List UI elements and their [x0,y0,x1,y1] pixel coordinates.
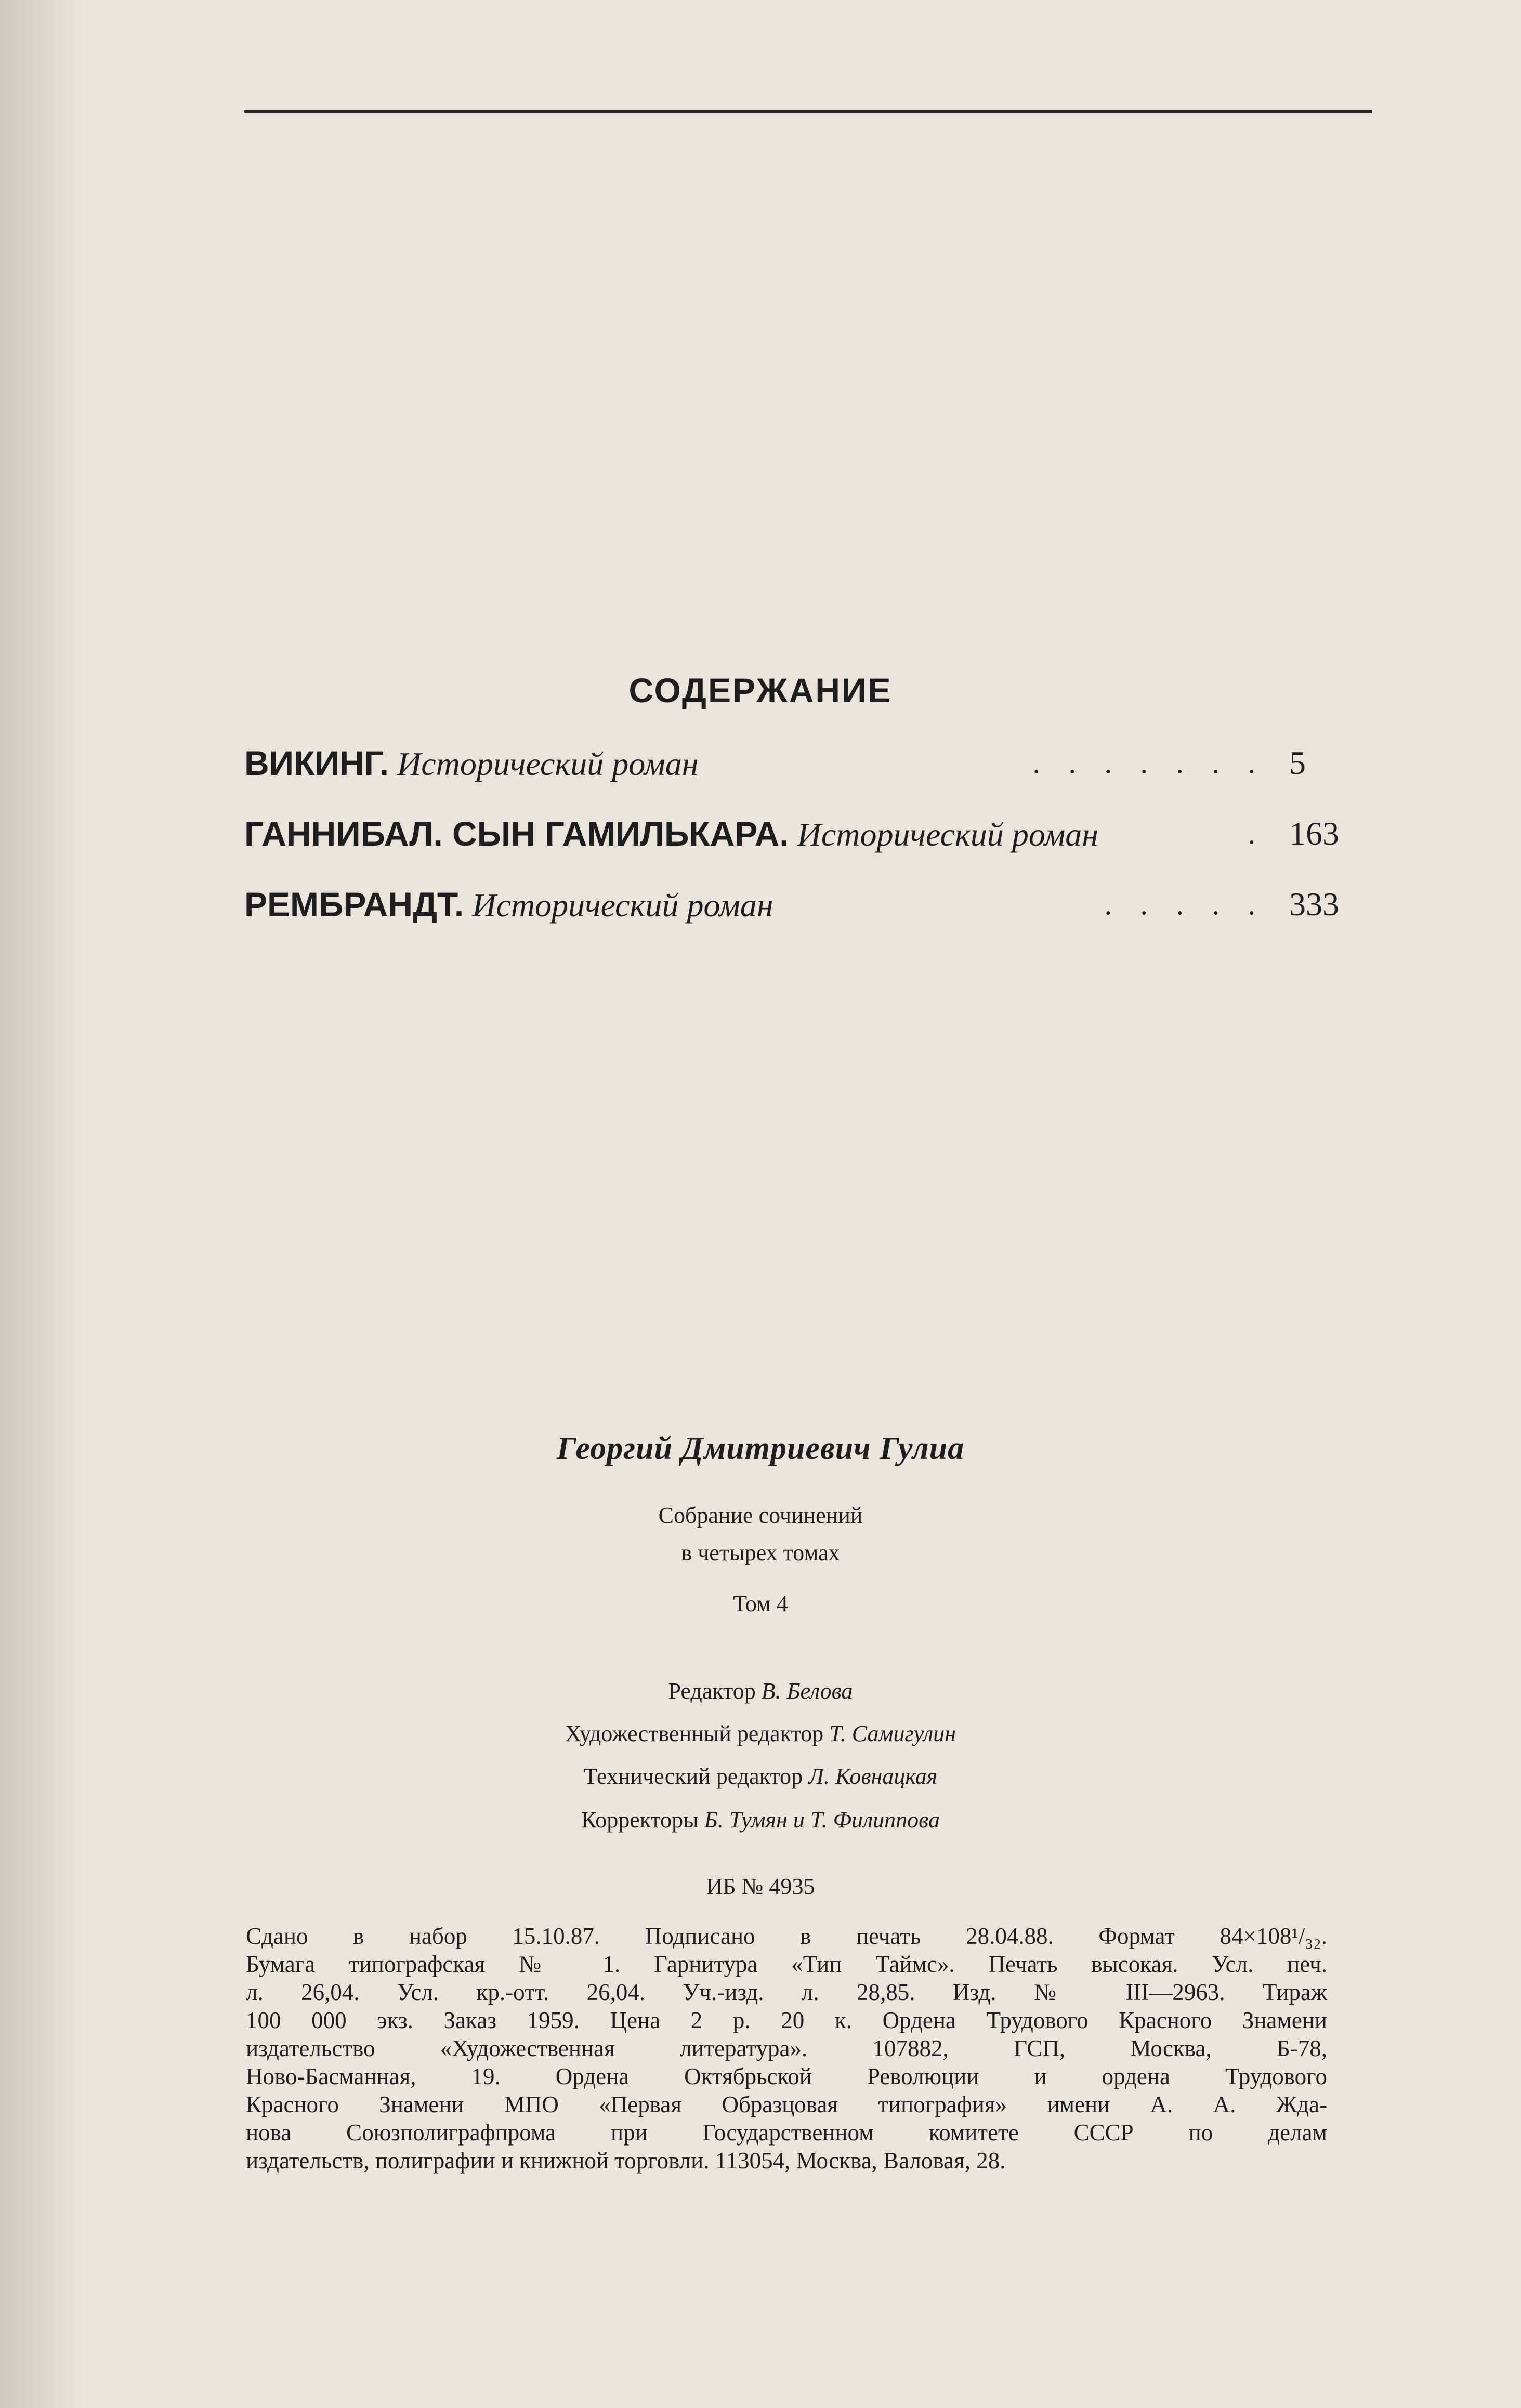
toc-entry [244,869,1372,940]
contents-heading: СОДЕРЖАНИЕ [628,671,893,709]
tech-editor-name: Л. Ковнацкая [808,1764,938,1789]
volumes-line: в четырех томах [681,1540,840,1565]
art-editor-name: Т. Самигулин [829,1721,956,1746]
toc-entry-title: РЕМБРАНДТ. [244,885,464,924]
print-data-line: Сдано в набор 15.10.87. Подписано в печать 28.04.88. Формат 84×108¹/₃₂. [246,1923,1327,1949]
toc-entry [244,798,1372,869]
toc-entry-genre: Исторический роман [472,887,773,924]
proofreaders-names: Б. Тумян и Т. Филиппова [704,1807,940,1833]
print-data-line: л. 26,04. Усл. кр.-отт. 26,04. Уч.-изд. л. 28,85. Изд. № III—2963. Тираж [246,1979,1327,2005]
art-editor-line [0,1720,1521,1747]
art-editor-label: Художественный редактор [565,1721,824,1746]
print-data-block [246,1922,1327,2175]
top-rule [244,110,1372,113]
toc-entry-page: 333 [1289,886,1339,923]
toc-leader-dots: . . . . . . . [1032,746,1266,780]
print-data-line: нова Союзполиграфпрома при Государственном комитете СССР по делам [246,2120,1327,2146]
print-data-line: издательств, полиграфии и книжной торговли. 113054, Москва, Валовая, 28. [246,2148,1006,2174]
toc-leader-dots: . [1248,817,1266,850]
imprint-author: Георгий Дмитриевич Гулиа [556,1431,965,1466]
toc-entry-genre: Исторический роман [397,745,699,782]
print-data-line: 100 000 экз. Заказ 1959. Цена 2 р. 20 к. Ордена Трудового Красного Знамени [246,2007,1327,2033]
toc-entry-title: ГАННИБАЛ. СЫН ГАМИЛЬКАРА. [244,814,789,853]
print-data-line: издательство «Художественная литература». 107882, ГСП, Москва, Б-78, [246,2035,1327,2061]
toc-entry-page: 163 [1289,815,1339,852]
toc-entry-title: ВИКИНГ. [244,744,389,782]
print-data-line: Бумага типографская № 1. Гарнитура «Тип Таймс». Печать высокая. Усл. печ. [246,1951,1327,1977]
proofreaders-label: Корректоры [581,1807,699,1833]
editor-label: Редактор [668,1678,756,1704]
toc-entry-page: 5 [1289,744,1306,781]
table-of-contents [244,728,1372,940]
toc-leader-dots: . . . . . [1104,887,1266,921]
collection-line: Собрание сочинений [658,1503,863,1528]
editor-line [0,1678,1521,1704]
tech-editor-line [0,1763,1521,1789]
tech-editor-label: Технический редактор [583,1764,803,1789]
volume-line: Том 4 [733,1591,788,1616]
print-data-line: Красного Знамени МПО «Первая Образцовая типография» имени А. А. Жда- [246,2091,1327,2117]
toc-entry [244,728,1372,798]
print-data-line: Ново-Басманная, 19. Ордена Октябрьской Революции и ордена Трудового [246,2063,1327,2089]
ib-number: ИБ № 4935 [706,1874,815,1899]
editor-name: В. Белова [761,1678,853,1704]
toc-entry-genre: Исторический роман [797,816,1099,853]
proofreaders-line [0,1807,1521,1833]
